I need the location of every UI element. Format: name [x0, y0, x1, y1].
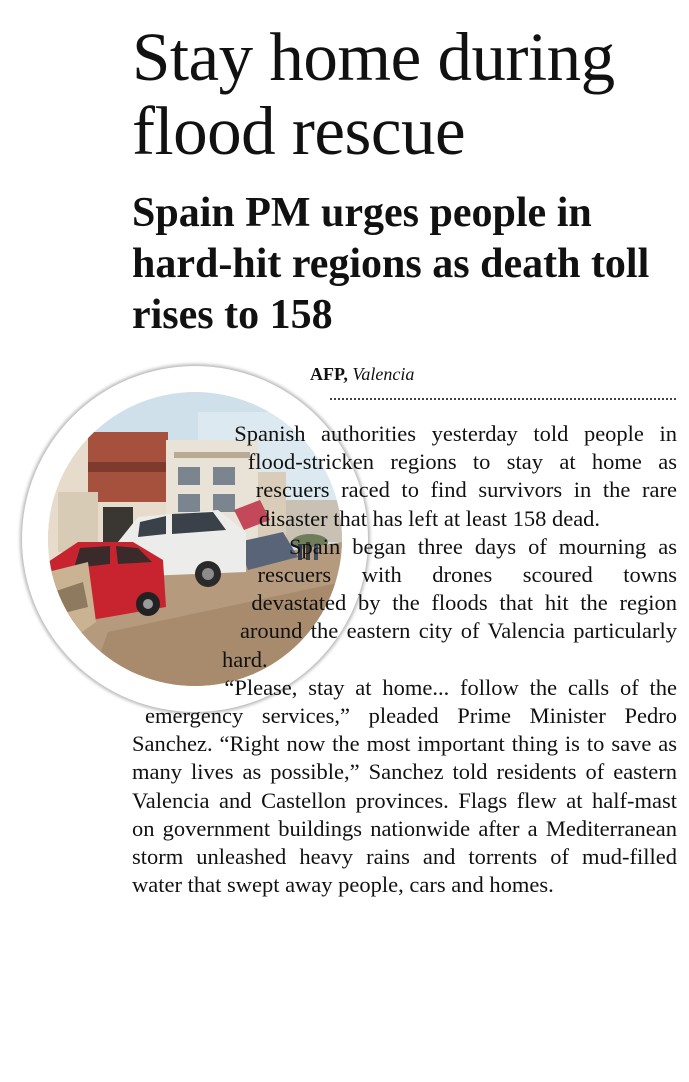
- subheadline: Spain PM urges people in hard-hit regions as death toll rises to 158: [132, 190, 650, 338]
- paragraph-3: “Please, stay at home... follow the calls of the emergency services,” pleaded Prime Minister Pedro Sanchez. “Right now the most important thing is to save as many lives as possible,” Sanchez told residents of eastern Valencia and Castellon provinces. Flags flew at half-mast on government buildings nationwide after a Mediterranean storm unleashed heavy rains and torrents of mud-filled water that swept away people, cars and homes.: [132, 674, 677, 898]
- headline: Stay home during flood rescue: [132, 19, 615, 169]
- byline-divider: [330, 398, 676, 400]
- article-body: [132, 420, 677, 899]
- paragraph-2: Spain began three days of mourning as rescuers with drones scoured towns devastated by the floods that hit the region around the eastern city of Valencia particularly hard.: [221, 533, 677, 672]
- byline: [310, 364, 414, 385]
- byline-agency: AFP,: [310, 364, 348, 384]
- paragraph-1: Spanish authorities yesterday told people in flood-stricken regions to stay at home as rescuers raced to find survivors in the rare disaster that has left at least 158 dead.: [234, 421, 677, 531]
- byline-location: Valencia: [352, 364, 415, 384]
